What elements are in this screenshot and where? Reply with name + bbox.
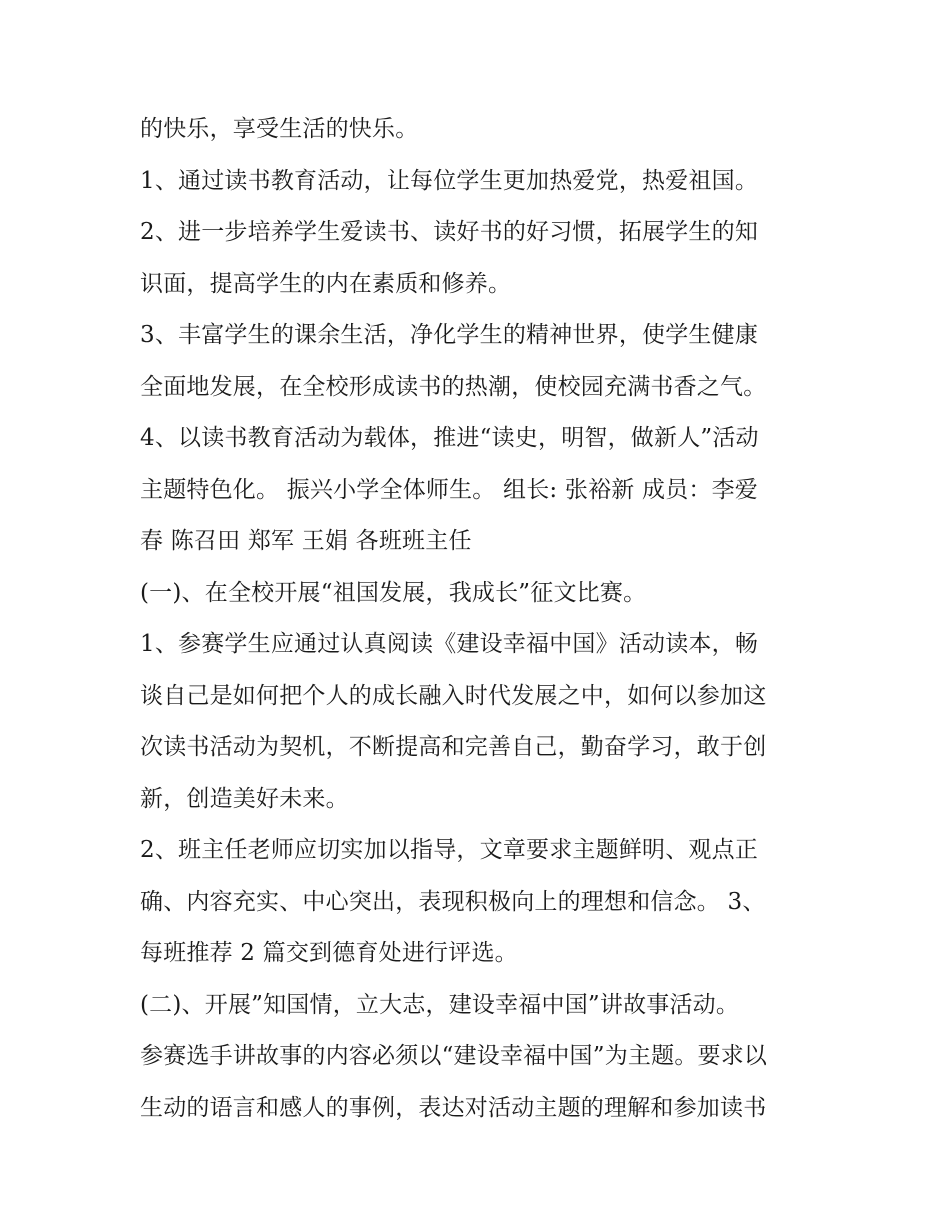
text-line: 2、班主任老师应切实加以指导，文章要求主题鲜明、观点正 bbox=[140, 837, 759, 863]
text-line: 次读书活动为契机，不断提高和完善自己，勤奋学习，敢于创 bbox=[140, 734, 767, 760]
text-line: 确、内容充实、中心突出，表现积极向上的理想和信念。 3、 bbox=[140, 889, 766, 915]
text-line: (二)、开展”知国情，立大志，建设幸福中国”讲故事活动。 bbox=[140, 992, 740, 1018]
text-line: 1、通过读书教育活动，让每位学生更加热爱党，热爱祖国。 bbox=[140, 168, 759, 194]
text-line: 新，创造美好未来。 bbox=[140, 786, 349, 812]
text-line: 主题特色化。 振兴小学全体师生。 组长: 张裕新 成员：李爱 bbox=[140, 477, 758, 503]
text-line: 参赛选手讲故事的内容必须以“建设幸福中国”为主题。要求以 bbox=[140, 1043, 768, 1069]
text-line: 全面地发展，在全校形成读书的热潮，使校园充满书香之气。 bbox=[140, 374, 767, 400]
text-line: 春 陈召田 郑军 王娟 各班班主任 bbox=[140, 528, 472, 554]
text-line: (一)、在全校开展“祖国发展，我成长”征文比赛。 bbox=[140, 580, 647, 606]
text-line: 2、进一步培养学生爱读书、读好书的好习惯，拓展学生的知 bbox=[140, 219, 759, 245]
text-line: 的快乐，享受生活的快乐。 bbox=[140, 116, 419, 142]
text-line: 生动的语言和感人的事例，表达对活动主题的理解和参加读书 bbox=[140, 1095, 767, 1121]
text-line: 4、以读书教育活动为载体，推进“读史，明智，做新人”活动 bbox=[140, 425, 759, 451]
text-line: 谈自己是如何把个人的成长融入时代发展之中，如何以参加这 bbox=[140, 683, 767, 709]
text-line: 识面，提高学生的内在素质和修养。 bbox=[140, 271, 512, 297]
text-line: 3、丰富学生的课余生活，净化学生的精神世界，使学生健康 bbox=[140, 322, 759, 348]
text-line: 1、参赛学生应通过认真阅读《建设幸福中国》活动读本，畅 bbox=[140, 631, 759, 657]
text-line: 每班推荐 2 篇交到德育处进行评选。 bbox=[140, 940, 518, 966]
